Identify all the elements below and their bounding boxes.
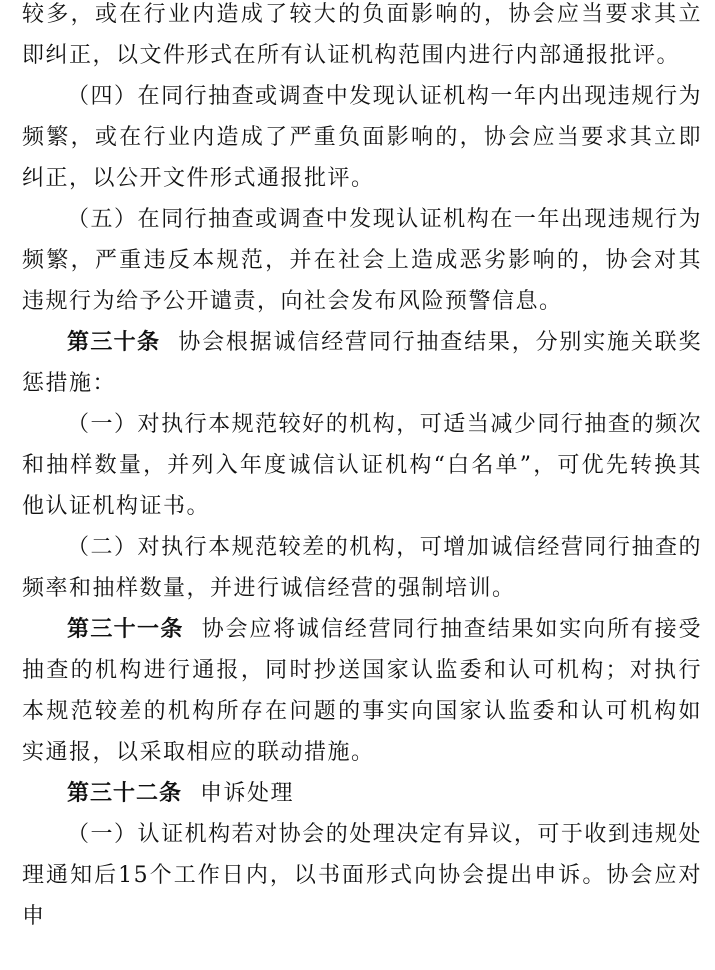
article-label: 第三十一条 — [67, 617, 184, 642]
paragraph-item-5 — [22, 199, 702, 322]
paragraph-text: 申诉处理 — [200, 781, 295, 806]
article-31 — [22, 609, 702, 773]
paragraph-text: （四）在同行抽查或调查中发现认证机构一年内出现违规行为频繁，或在行业内造成了严重负面影响的，协会应当要求其立即纠正，以公开文件形式通报批评。 — [22, 84, 702, 191]
document-page — [22, 0, 702, 937]
paragraph-text: （一）认证机构若对协会的处理决定有异议，可于收到违规处理通知后15个工作日内，以书面形式向协会提出申诉。协会应对申 — [22, 822, 702, 929]
paragraph-text: 较多，或在行业内造成了较大的负面影响的，协会应当要求其立即纠正，以文件形式在所有认证机构范围内进行内部通报批评。 — [22, 2, 702, 68]
article-30-item-2 — [22, 527, 702, 609]
article-32-item-1 — [22, 814, 702, 937]
paragraph-text: （一）对执行本规范较好的机构，可适当减少同行抽查的频次和抽样数量，并列入年度诚信认证机构“白名单”，可优先转换其他认证机构证书。 — [22, 412, 702, 519]
paragraph-text: （二）对执行本规范较差的机构，可增加诚信经营同行抽查的频率和抽样数量，并进行诚信经营的强制培训。 — [22, 535, 702, 601]
article-32 — [22, 773, 702, 814]
paragraph-continuation — [22, 0, 702, 76]
article-label: 第三十条 — [67, 330, 161, 355]
article-30-item-1 — [22, 404, 702, 527]
article-label: 第三十二条 — [67, 781, 183, 806]
paragraph-text: 协会根据诚信经营同行抽查结果，分别实施关联奖惩措施： — [22, 330, 702, 396]
paragraph-text: （五）在同行抽查或调查中发现认证机构在一年出现违规行为频繁，严重违反本规范，并在社会上造成恶劣影响的，协会对其违规行为给予公开谴责，向社会发布风险预警信息。 — [22, 207, 702, 314]
article-30 — [22, 322, 702, 404]
paragraph-text: 协会应将诚信经营同行抽查结果如实向所有接受抽查的机构进行通报，同时抄送国家认监委和认可机构；对执行本规范较差的机构所存在问题的事实向国家认监委和认可机构如实通报，以采取相应的联动措施。 — [22, 617, 702, 765]
paragraph-item-4 — [22, 76, 702, 199]
